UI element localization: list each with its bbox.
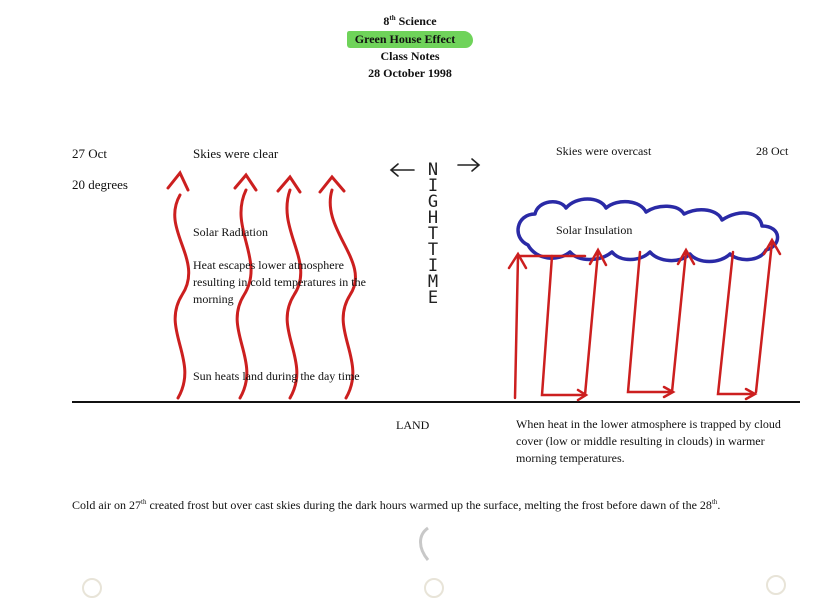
sun-note: Sun heats land during the day time (193, 369, 360, 383)
subject-label: Science (398, 14, 437, 28)
scan-mark (421, 528, 429, 560)
trapped-heat-arrows (509, 240, 780, 400)
night-time-label: NIGHT TIME (427, 160, 439, 308)
left-temperature: 20 degrees (72, 177, 128, 192)
topic-title: Green House Effect (347, 31, 473, 48)
binder-hole (767, 576, 785, 594)
footer-sup1: th (141, 498, 147, 506)
footer-part2: created frost but over cast skies during the dark hours warmed up the surface, melting the frost before dawn of the 28 (146, 498, 712, 512)
arrow-left-icon (391, 164, 414, 176)
land-label: LAND (396, 418, 430, 432)
grade-number: 8 (383, 14, 390, 28)
arrow-right-icon (458, 159, 479, 171)
right-sky: Skies were overcast (556, 144, 652, 158)
binder-hole (83, 579, 101, 597)
footer-note (72, 498, 720, 513)
topic-line (0, 32, 820, 47)
radiation-label: Solar Radiation (193, 225, 268, 239)
header-date: 28 October 1998 (368, 66, 452, 80)
subtitle: Class Notes (380, 49, 440, 63)
grade-sup: th (389, 14, 396, 22)
footer-sup2: th (711, 498, 718, 506)
trapped-note: When heat in the lower atmosphere is trapped by cloud cover (low or middle resulting in clouds) in warmer morning temperatures. (516, 417, 781, 465)
insulation-label: Solar Insulation (556, 223, 633, 237)
binder-hole (425, 579, 443, 597)
footer-part1: Cold air on 27 (72, 498, 141, 512)
left-sky: Skies were clear (193, 146, 279, 161)
heat-note: Heat escapes lower atmosphere resulting in cold temperatures in the morning (193, 258, 366, 306)
left-date: 27 Oct (72, 146, 108, 161)
header-grade-line (0, 14, 820, 29)
wavy-arrow-icon (168, 173, 189, 398)
footer-part3: . (717, 498, 721, 512)
right-date: 28 Oct (756, 144, 789, 158)
